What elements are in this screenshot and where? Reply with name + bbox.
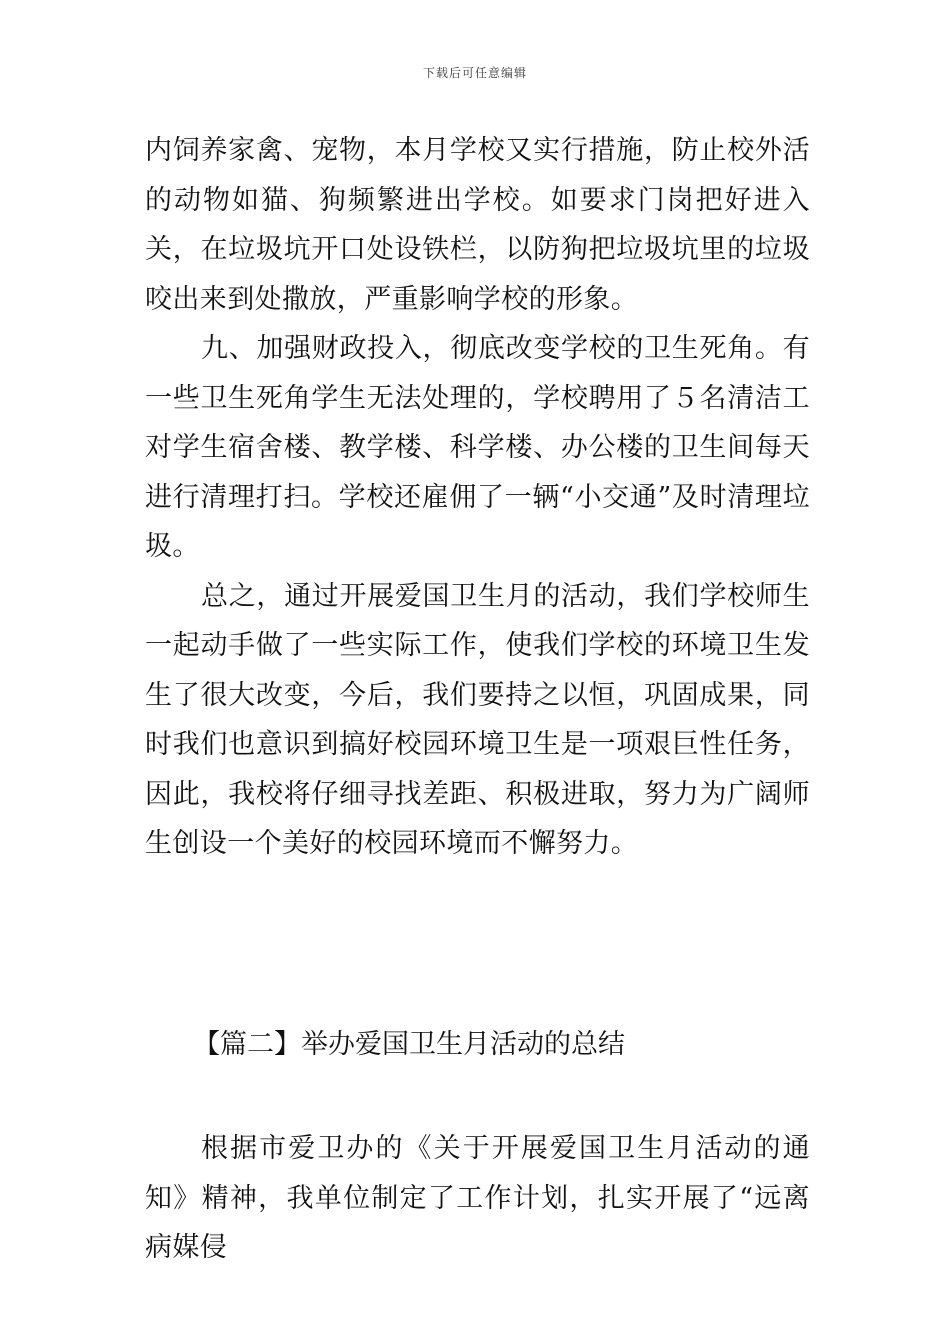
page-header-note: 下载后可任意编辑	[422, 66, 527, 80]
body-text-part2	[145, 1124, 810, 1273]
paragraph-section-nine: 九、加强财政投入，彻底改变学校的卫生死角。有一些卫生死角学生无法处理的，学校聘用了５名清洁工对学生宿舍楼、教学楼、科学楼、办公楼的卫生间每天进行清理打扫。学校还雇佣了一辆“小交通”及时清理垃圾。	[145, 333, 810, 562]
paragraph-intro-part2: 根据市爱卫办的《关于开展爱国卫生月活动的通知》精神，我单位制定了工作计划，扎实开展了“远离病媒侵	[145, 1133, 810, 1263]
paragraph-conclusion: 总之，通过开展爱国卫生月的活动，我们学校师生一起动手做了一些实际工作，使我们学校的环境卫生发生了很大改变，今后，我们要持之以恒，巩固成果，同时我们也意识到搞好校园环境卫生是一项艰巨性任务，因此，我校将仔细寻找差距、积极进取，努力为广阔师生创设一个美好的校园环境而不懈努力。	[145, 580, 810, 859]
paragraph-animals: 内饲养家禽、宠物，本月学校又实行措施，防止校外活的动物如猫、狗频繁进出学校。如要求门岗把好进入关，在垃圾坑开口处设铁栏，以防狗把垃圾坑里的垃圾咬出来到处撒放，严重影响学校的形象。	[145, 135, 810, 315]
body-text-part1	[145, 126, 810, 869]
section-heading: 【篇二】举办爱国卫生月活动的总结	[193, 1029, 625, 1060]
